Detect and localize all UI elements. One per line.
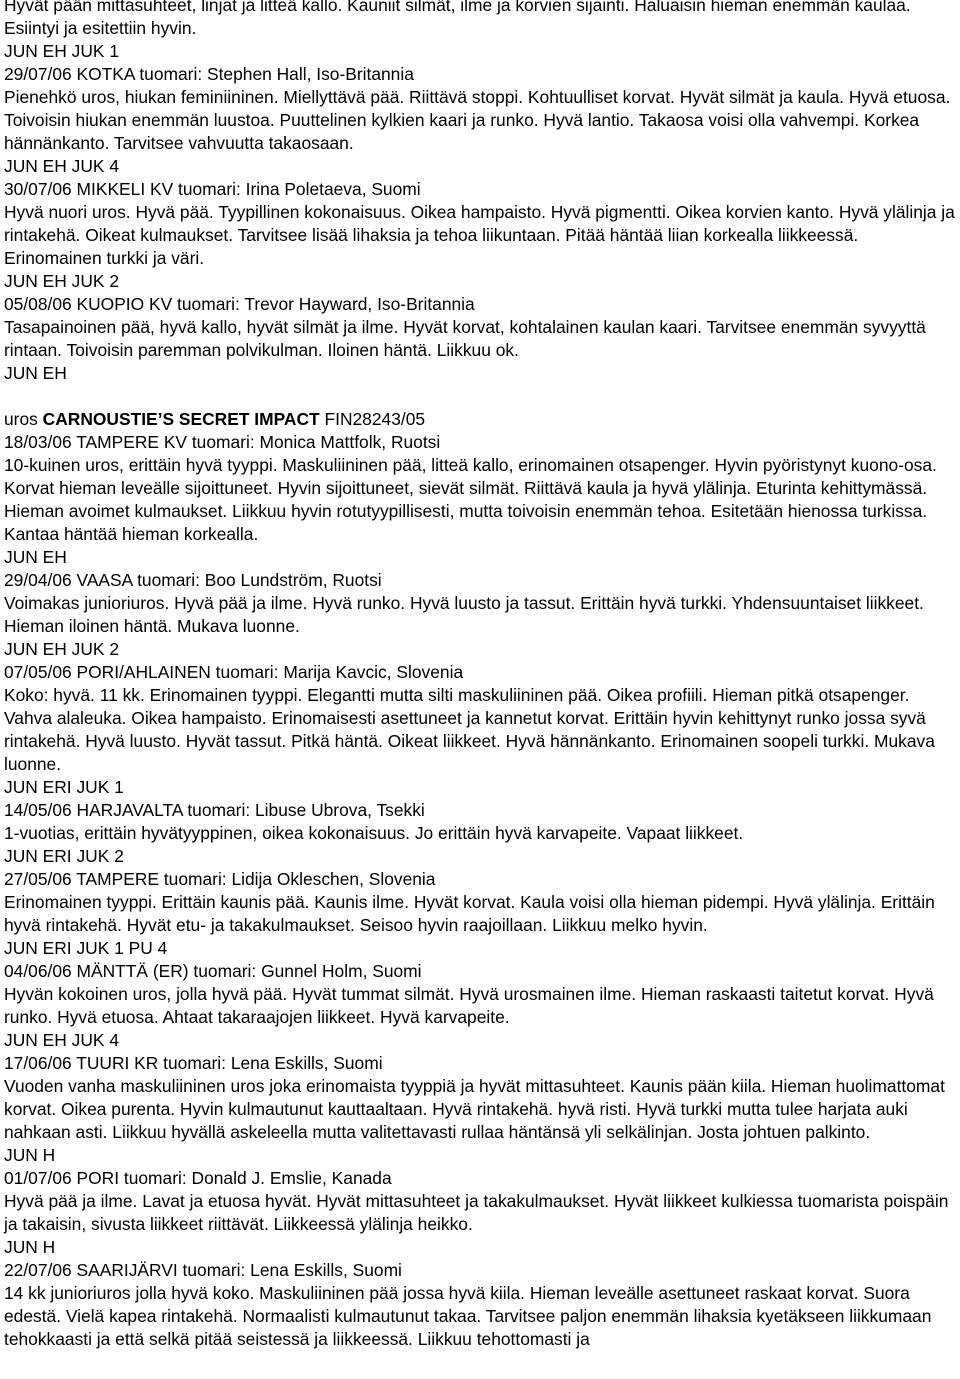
show-line: 14/05/06 HARJAVALTA tuomari: Libuse Ubrova, Tsekki — [4, 800, 425, 820]
critique-text: Voimakas junioriuros. Hyvä pää ja ilme. Hyvä runko. Hyvä luusto ja tassut. Erittäin hyvä turkki. Yhdensuuntaiset liikkeet. Hieman iloinen häntä. Mukava luonne. — [4, 593, 924, 636]
critique-text: Hyvä pää ja ilme. Lavat ja etuosa hyvät. Hyvät mittasuhteet ja takakulmaukset. Hyvät liikkeet kulkiessa tuomarista poispäin ja takaisin, sivusta liikkeet riittävät. Liikkeessä ylälinja heikko. — [4, 1191, 949, 1234]
award-line: JUN ERI JUK 1 PU 4 — [4, 938, 168, 958]
award-line: JUN EH JUK 4 — [4, 1030, 119, 1050]
show-line: 18/03/06 TAMPERE KV tuomari: Monica Mattfolk, Ruotsi — [4, 432, 441, 452]
show-line: 30/07/06 MIKKELI KV tuomari: Irina Poletaeva, Suomi — [4, 179, 421, 199]
award-line: JUN ERI JUK 1 — [4, 777, 124, 797]
award-line: JUN EH JUK 1 — [4, 41, 119, 61]
critique-text: 10-kuinen uros, erittäin hyvä tyyppi. Maskuliininen pää, litteä kallo, erinomainen otsapenger. Hyvin pyöristynyt kuono-osa. Korvat hieman leveälle sijoittuneet. Hyvin sijoittuneet, sievät silmät. Riittävä kaula ja hyvä ylälinja. Eturinta kehittymässä. Hieman avoimet kulmaukset. Liikkuu hyvin rotutyypillisesti, mutta toivoisin enemmän tehoa. Esitetään hienossa turkissa. Kantaa häntää hieman korkealla. — [4, 455, 937, 544]
award-line: JUN EH — [4, 547, 67, 567]
document-body — [4, 0, 956, 1351]
show-line: 29/07/06 KOTKA tuomari: Stephen Hall, Iso-Britannia — [4, 64, 414, 84]
critique-text: Hyvät pään mittasuhteet, linjat ja litteä kallo. Kauniit silmät, ilme ja korvien sijainti. Haluaisin hieman enemmän kaulaa. Esiintyi ja esitettiin hyvin. — [4, 0, 911, 38]
award-line: JUN H — [4, 1237, 56, 1257]
dog-registration: FIN28243/05 — [319, 409, 426, 429]
show-line: 22/07/06 SAARIJÄRVI tuomari: Lena Eskills, Suomi — [4, 1260, 402, 1280]
critique-text: Hyvän kokoinen uros, jolla hyvä pää. Hyvät tummat silmät. Hyvä urosmainen ilme. Hieman raskaasti taitetut korvat. Hyvä runko. Hyvä etuosa. Ahtaat takaraajojen liikkeet. Hyvä karvapeite. — [4, 984, 934, 1027]
award-line: JUN EH JUK 2 — [4, 271, 119, 291]
show-line: 04/06/06 MÄNTTÄ (ER) tuomari: Gunnel Holm, Suomi — [4, 961, 422, 981]
critique-text: Tasapainoinen pää, hyvä kallo, hyvät silmät ja ilme. Hyvät korvat, kohtalainen kaulan kaari. Tarvitsee enemmän syvyyttä rintaan. Toivoisin paremman polvikulman. Iloinen häntä. Liikkuu ok. — [4, 317, 926, 360]
dog-name: CARNOUSTIE’S SECRET IMPACT — [42, 409, 320, 429]
award-line: JUN EH JUK 4 — [4, 156, 119, 176]
critique-text: Koko: hyvä. 11 kk. Erinomainen tyyppi. Elegantti mutta silti maskuliininen pää. Oikea profiili. Hieman pitkä otsapenger. Vahva alaleuka. Oikea hampaisto. Erinomaisesti asettuneet ja kannetut korvat. Erittäin hyvin kehittynyt runko jossa syvä rintakehä. Hyvä luusto. Hyvät tassut. Pitkä häntä. Oikeat liikkeet. Hyvä hännänkanto. Erinomainen soopeli turkki. Mukava luonne. — [4, 685, 935, 774]
show-line: 27/05/06 TAMPERE tuomari: Lidija Okleschen, Slovenia — [4, 869, 436, 889]
show-line: 01/07/06 PORI tuomari: Donald J. Emslie, Kanada — [4, 1168, 392, 1188]
show-line: 17/06/06 TUURI KR tuomari: Lena Eskills, Suomi — [4, 1053, 383, 1073]
critique-text: 1-vuotias, erittäin hyvätyyppinen, oikea kokonaisuus. Jo erittäin hyvä karvapeite. Vapaat liikkeet. — [4, 823, 744, 843]
award-line: JUN ERI JUK 2 — [4, 846, 124, 866]
dog-header — [4, 408, 956, 431]
show-line: 07/05/06 PORI/AHLAINEN tuomari: Marija Kavcic, Slovenia — [4, 662, 464, 682]
blank-line — [4, 385, 956, 408]
critique-text: Hyvä nuori uros. Hyvä pää. Tyypillinen kokonaisuus. Oikea hampaisto. Hyvä pigmentti. Oikea korvien kanto. Hyvä ylälinja ja rintakehä. Oikeat kulmaukset. Tarvitsee lisää lihaksia ja tehoa liikuntaan. Pitää häntää liian korkealla liikkeessä. Erinomainen turkki ja väri. — [4, 202, 955, 268]
critique-text: Pienehkö uros, hiukan feminiininen. Miellyttävä pää. Riittävä stoppi. Kohtuulliset korvat. Hyvät silmät ja kaula. Hyvä etuosa. Toivoisin hiukan enemmän luustoa. Puuttelinen kylkien kaari ja runko. Hyvä lantio. Takaosa voisi olla vahvempi. Korkea hännänkanto. Tarvitsee vahvuutta takaosaan. — [4, 87, 951, 153]
show-line: 29/04/06 VAASA tuomari: Boo Lundström, Ruotsi — [4, 570, 382, 590]
award-line: JUN H — [4, 1145, 56, 1165]
critique-text: Vuoden vanha maskuliininen uros joka erinomaista tyyppiä ja hyvät mittasuhteet. Kaunis pään kiila. Hieman huolimattomat korvat. Oikea purenta. Hyvin kulmautunut kauttaaltaan. Hyvä rintakehä. hyvä risti. Hyvä turkki mutta tulee harjata auki nahkaan asti. Liikkuu hyvällä askeleella mutta valitettavasti rullaa häntänsä yli selkälinjan. Josta johtuen palkinto. — [4, 1076, 945, 1142]
dog-sex: uros — [4, 409, 43, 429]
show-line: 05/08/06 KUOPIO KV tuomari: Trevor Hayward, Iso-Britannia — [4, 294, 475, 314]
award-line: JUN EH JUK 2 — [4, 639, 119, 659]
critique-text: 14 kk junioriuros jolla hyvä koko. Maskuliininen pää jossa hyvä kiila. Hieman leveälle asettuneet raskaat korvat. Suora edestä. Vielä kapea rintakehä. Normaalisti kulmautunut takaa. Tarvitsee paljon enemmän lihaksia kyetäkseen liikkumaan tehokkaasti ja että selkä pitää seistessä ja liikkeessä. Liikkuu tehottomasti ja — [4, 1283, 932, 1349]
award-line: JUN EH — [4, 363, 67, 383]
critique-text: Erinomainen tyyppi. Erittäin kaunis pää. Kaunis ilme. Hyvät korvat. Kaula voisi olla hieman pidempi. Hyvä ylälinja. Erittäin hyvä rintakehä. Hyvät etu- ja takakulmaukset. Seisoo hyvin raajoillaan. Liikkuu melko hyvin. — [4, 892, 935, 935]
